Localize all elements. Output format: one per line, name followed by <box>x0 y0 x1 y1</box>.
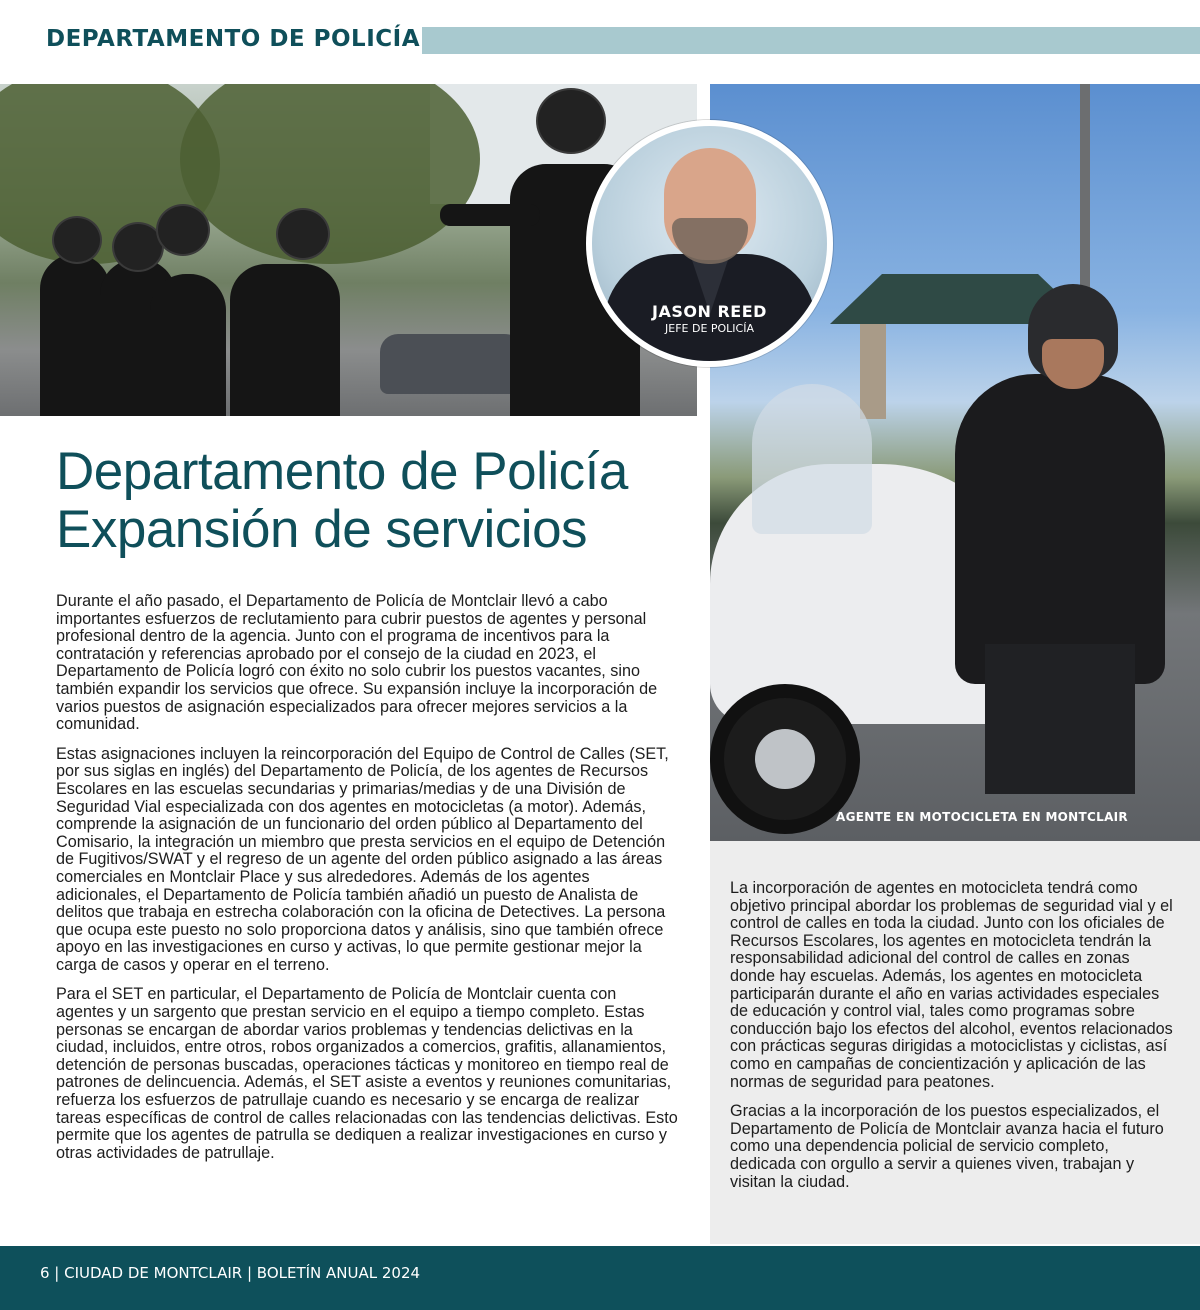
article-title-line-2: Expansión de servicios <box>56 500 588 559</box>
footer-text: 6 | CIUDAD DE MONTCLAIR | BOLETÍN ANUAL 2024 <box>40 1264 421 1282</box>
portrait-role: JEFE DE POLICÍA <box>665 322 754 335</box>
article-right-column <box>730 880 1175 1203</box>
tree-foliage <box>180 84 480 264</box>
article-title <box>56 443 628 559</box>
officer-figure <box>150 274 226 416</box>
article-paragraph: Para el SET en particular, el Departamento de Policía de Montclair cuenta con agentes y un sargento que prestan servicio en el equipo a tiempo completo. Estas personas se encargan de abordar varios problemas y tendencias delictivas en la ciudad, incluidos, entre otros, robos organizados a comercios, grafitis, allanamientos, detención de personas buscadas, operaciones tácticas y monitoreo en tiempo real de patrones de delincuencia. Además, el SET asiste a eventos y reuniones comunitarias, refuerza los esfuerzos de patrullaje cuando es necesario y se encarga de realizar tareas específicas de control de calles relacionadas con las tendencias delictivas. Esto permite que los agentes de patrulla se dediquen a realizar investigaciones en curso y otras actividades de patrullaje. <box>56 985 678 1162</box>
chief-portrait <box>586 120 833 367</box>
parked-car <box>380 334 530 394</box>
motorcycle-windshield <box>752 384 872 534</box>
article-title-line-1: Departamento de Policía <box>56 442 628 501</box>
article-paragraph: Estas asignaciones incluyen la reincorporación del Equipo de Control de Calles (SET, por sus siglas en inglés) del Departamento de Policía, de los agentes de Recursos Escolares en las escuelas secundarias y primarias/medias y de una División de Seguridad Vial especializada con dos agentes en motocicletas (a motor). Además, comprende la asignación de un funcionario del orden público al Departamento del Comisario, la integración un miembro que presta servicios en el equipo de Detención de Fugitivos/SWAT y el regreso de un agente del orden público asignado a las áreas comerciales en Montclair Place y sus alrededores. Además de los agentes adicionales, el Departamento de Policía también añadió un puesto de Analista de delitos que trabaja en estrecha colaboración con la oficina de Detectives. La persona que ocupa este puesto no solo proporciona datos y análisis, sino que también ofrece apoyo en las investigaciones en curso y activas, lo que permite gestionar mejor la carga de casos y operar en el terreno. <box>56 744 669 974</box>
helmet <box>536 88 606 154</box>
officer-figure <box>230 264 340 416</box>
header-rule <box>422 27 1200 54</box>
portrait-name: JASON REED <box>652 302 767 321</box>
section-label: DEPARTAMENTO DE POLICÍA <box>46 26 420 52</box>
article-paragraph: Gracias a la incorporación de los puestos especializados, el Departamento de Policía de Montclair avanza hacia el futuro como una dependencia policial de servicio completo, dedicada con orgullo a servir a quienes viven, trabajan y visitan la ciudad. <box>730 1102 1164 1191</box>
helmet <box>156 204 210 256</box>
outstretched-arm <box>440 204 540 226</box>
article-left-column <box>56 593 678 1174</box>
photo-caption: AGENTE EN MOTOCICLETA EN MONTCLAIR <box>836 810 1128 824</box>
article-paragraph: Durante el año pasado, el Departamento de Policía de Montclair llevó a cabo importantes esfuerzos de reclutamiento para cubrir puestos de agentes y personal profesional dentro de la agencia. Junto con el programa de incentivos para la contratación y referencias aprobado por el consejo de la ciudad en 2023, el Departamento de Policía logró con éxito no solo cubrir los puestos vacantes, sino también expandir los servicios que ofrece. Su expansión incluye la incorporación de varios puestos de asignación especializados para ofrecer mejores servicios a la comunidad. <box>56 592 658 734</box>
helmet <box>276 208 330 260</box>
officer-legs <box>985 644 1135 794</box>
page-header <box>0 0 1200 84</box>
wheel-hub <box>755 729 815 789</box>
helmet <box>52 216 102 264</box>
officer-body <box>955 374 1165 684</box>
gazebo-column <box>860 324 886 419</box>
article-paragraph: La incorporación de agentes en motocicleta tendrá como objetivo principal abordar los problemas de seguridad vial y el control de calles en toda la ciudad. Junto con los oficiales de Recursos Escolares, los agentes en motocicleta tendrán la responsabilidad adicional del control de calles en zonas donde hay escuelas. Además, los agentes en motocicleta participarán durante el año en varias actividades especiales de educación y control vial, tales como programas sobre conducción bajo los efectos del alcohol, eventos relacionados con prácticas seguras dirigidas a motociclistas y ciclistas, así como en campañas de concientización y aplicación de las normas de seguridad para peatones. <box>730 879 1173 1091</box>
